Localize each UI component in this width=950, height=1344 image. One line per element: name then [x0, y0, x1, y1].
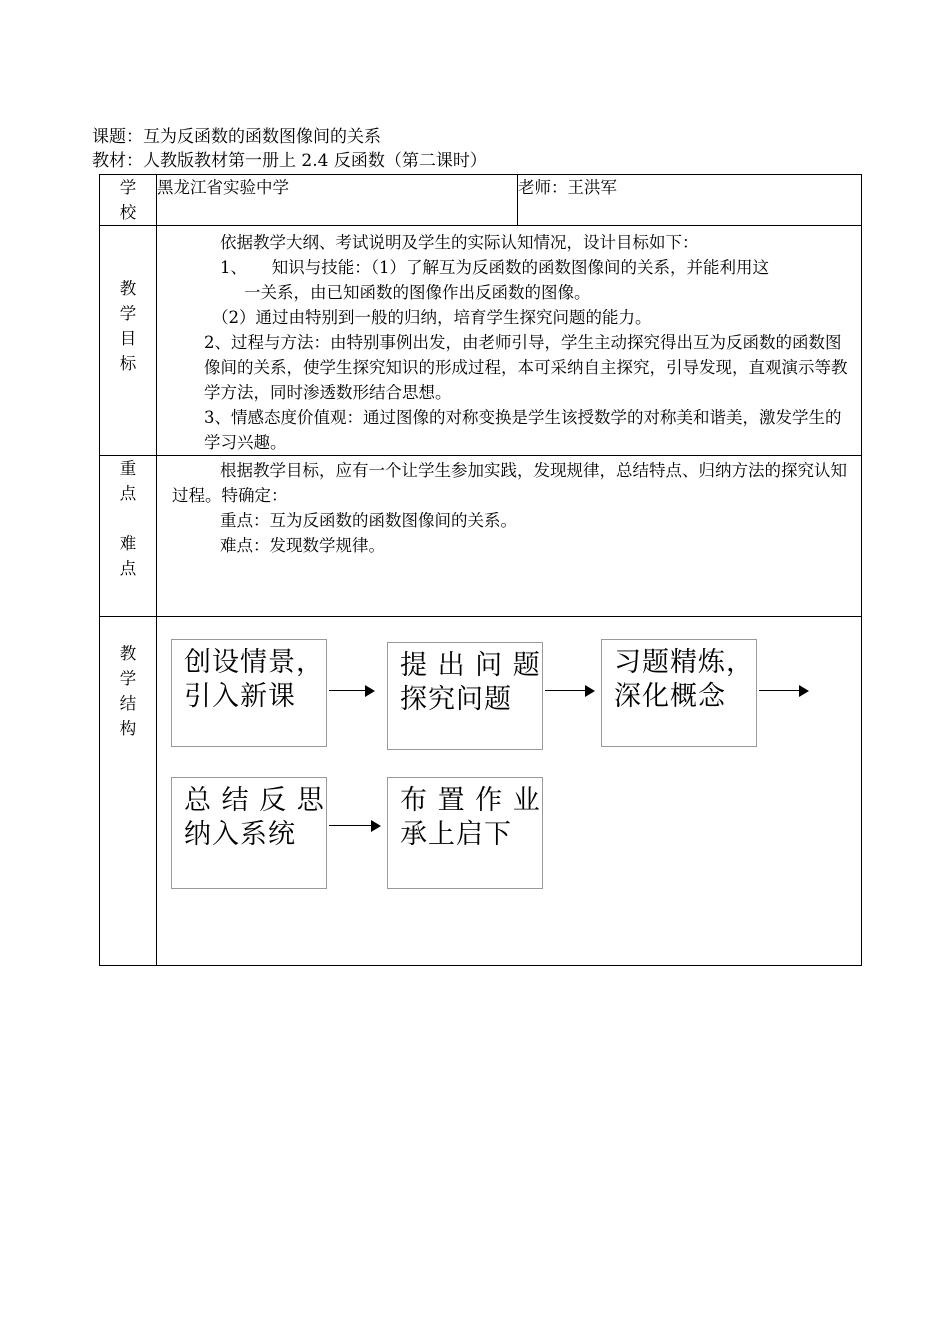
flow-box-practice: [601, 639, 757, 747]
key-label-char-4: 点: [119, 559, 137, 578]
structure-label-char-2: 学: [119, 669, 137, 688]
school-label: [100, 175, 157, 226]
key-intro: 根据教学目标，应有一个让学生参加实践，发现规律，总结特点、归纳方法的探究认知过程。特确定：: [172, 461, 847, 505]
key-points-label: [100, 456, 157, 617]
flow-box-create-scene: [171, 639, 327, 747]
goals-content: [157, 226, 862, 456]
flow-box-text: 探究问题: [400, 684, 512, 715]
lesson-plan-table: [99, 174, 862, 966]
goals-label-char-4: 标: [119, 354, 137, 373]
flow-box-homework: [387, 777, 543, 889]
goals-item1-line2: 一关系，由已知函数的图像作出反函数的图像。: [244, 283, 591, 302]
key-label-char-1: 重: [119, 459, 137, 478]
structure-label-char-3: 结: [119, 694, 137, 713]
school-name: 黑龙江省实验中学: [157, 175, 518, 226]
structure-label: [100, 617, 157, 966]
goals-label-char-2: 学: [119, 304, 137, 323]
key-label-char-2: 点: [119, 484, 137, 503]
school-label-char-1: 学: [119, 178, 137, 197]
flow-box-text: 提 出 问 题: [400, 650, 541, 681]
structure-label-char-4: 构: [119, 719, 137, 738]
key-points-content: [157, 456, 862, 617]
teacher-name: 老师：王洪军: [518, 175, 862, 226]
goals-label-char-1: 教: [119, 279, 137, 298]
key-label-char-3: 难: [119, 534, 137, 553]
goals-label-char-3: 目: [119, 329, 137, 348]
flow-box-text: 总 结 反 思: [184, 785, 325, 816]
textbook-line: 教材：人教版教材第一册上 2.4 反函数（第二课时）: [92, 151, 487, 171]
structure-content: [157, 617, 862, 966]
flow-arrow-3: [759, 685, 811, 697]
flow-box-text: 纳入系统: [184, 819, 296, 850]
goals-item2: 2、过程与方法：由特别事例出发，由老师引导，学生主动探究得出互为反函数的函数图像间的关系，使学生探究知识的形成过程，本可采纳自主探究，引导发现，直观演示等教学方法，同时渗透数形结合思想。: [204, 333, 848, 402]
goals-intro: 依据教学大纲、考试说明及学生的实际认知情况，设计目标如下：: [220, 233, 699, 252]
flow-box-text: 承上启下: [400, 819, 512, 850]
goals-item1-line1: 1、 知识与技能：（1）了解互为反函数的函数图像间的关系，并能利用这: [220, 258, 769, 277]
structure-label-char-1: 教: [119, 644, 137, 663]
flow-box-text: 深化概念: [614, 681, 726, 712]
goals-item3: 3、情感态度价值观：通过图像的对称变换是学生该授数学的对称美和谐美，激发学生的学习兴趣。: [204, 408, 842, 452]
goals-label: [100, 226, 157, 456]
topic-line: 课题：互为反函数的函数图像间的关系: [92, 127, 381, 147]
flow-arrow-2: [545, 685, 595, 697]
flow-box-text: 创设情景，: [184, 647, 324, 678]
school-label-char-2: 校: [119, 203, 137, 222]
flow-box-summary: [171, 777, 327, 889]
flow-box-text: 习题精炼，: [614, 647, 754, 678]
structure-flowchart: [157, 617, 861, 965]
key-difficulty: 难点：发现数学规律。: [220, 536, 385, 555]
key-focus: 重点：互为反函数的函数图像间的关系。: [220, 511, 517, 530]
flow-arrow-1: [329, 685, 375, 697]
flow-box-raise-question: [387, 642, 543, 750]
flow-arrow-4: [329, 820, 381, 832]
flow-box-text: 引入新课: [184, 681, 296, 712]
goals-item1-line3: （2）通过由特别到一般的归纳，培育学生探究问题的能力。: [212, 308, 652, 327]
flow-box-text: 布 置 作 业: [400, 785, 541, 816]
key-label-gap: [100, 506, 156, 531]
